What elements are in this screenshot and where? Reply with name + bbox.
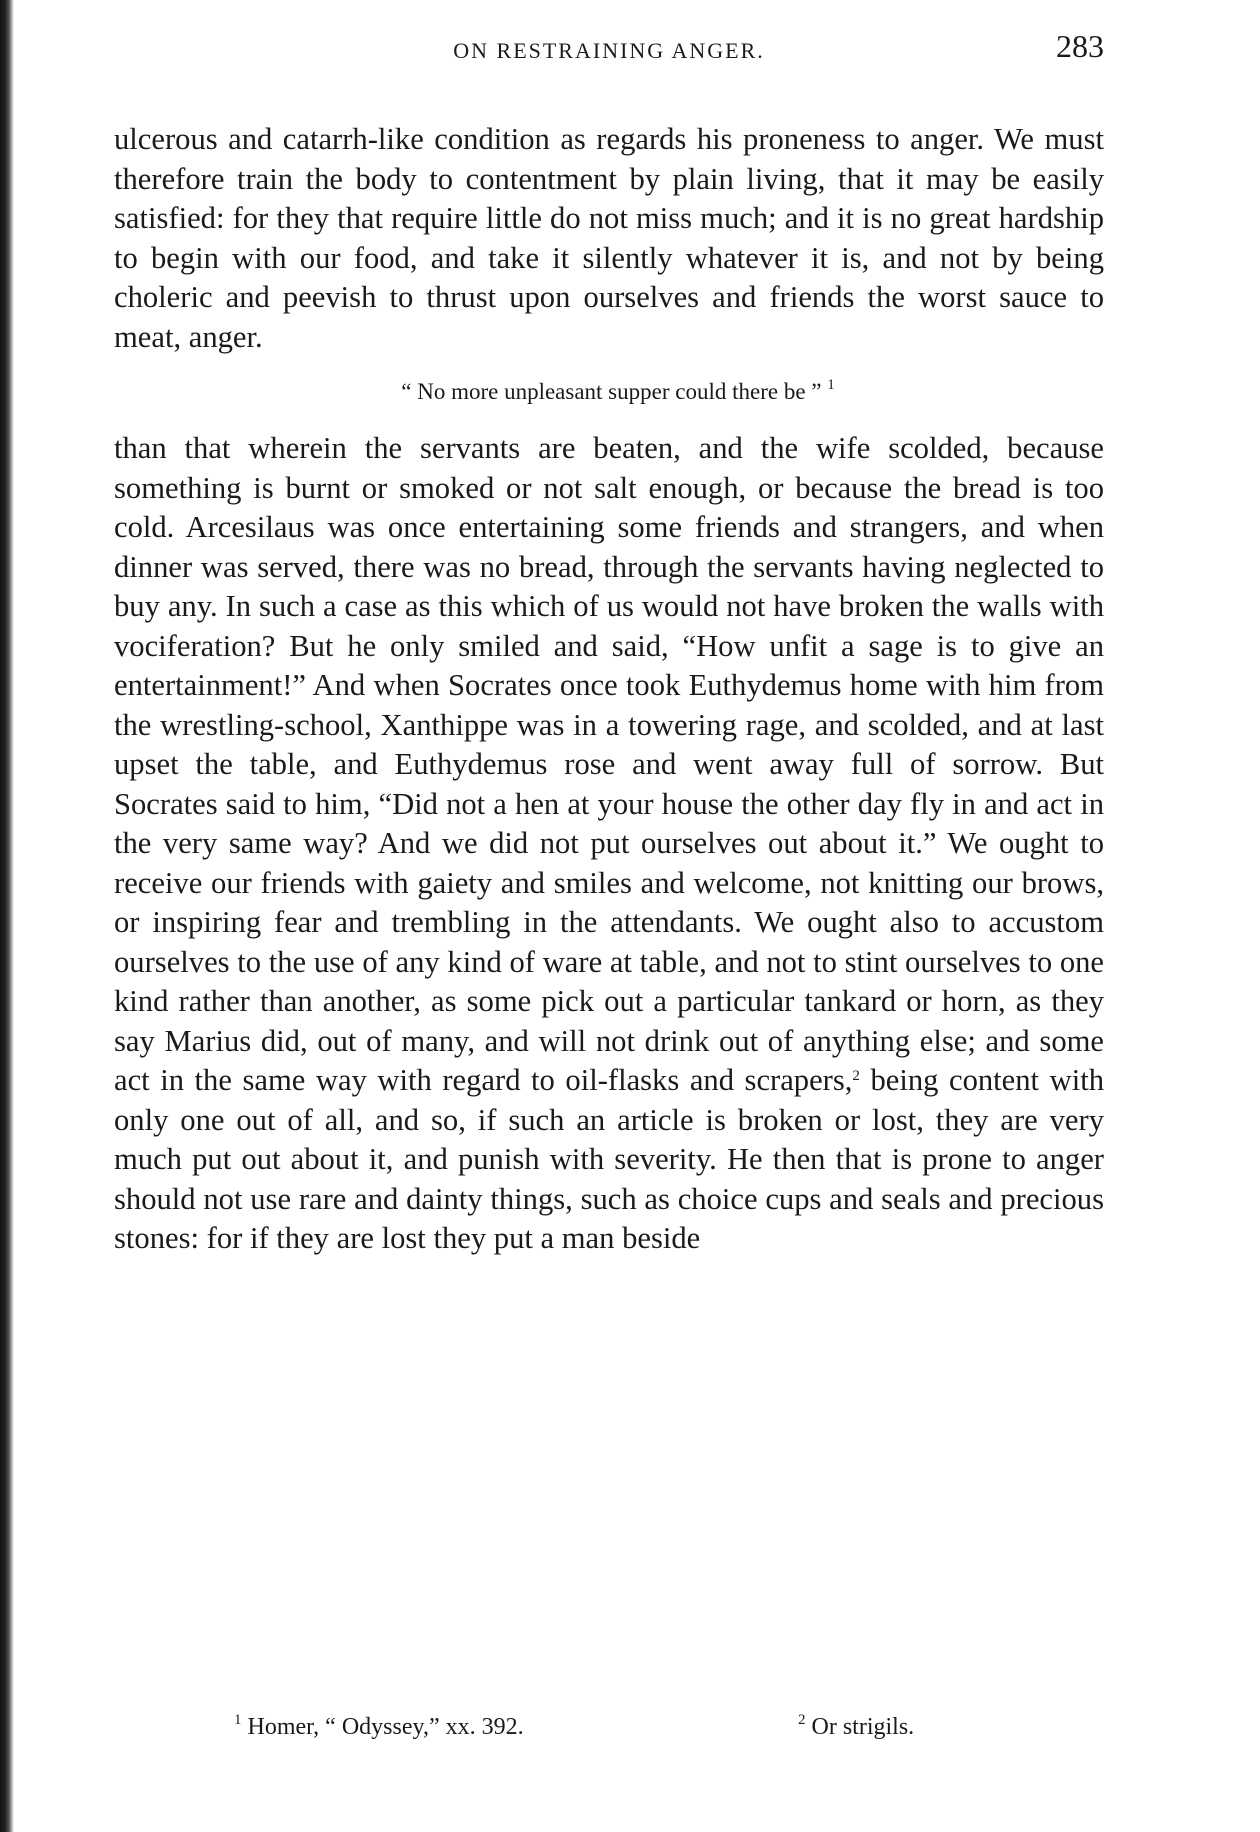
- footnote-ref-1: 1: [827, 377, 835, 393]
- verse-quote-text: “ No more unpleasant supper could there be ”: [401, 379, 822, 404]
- book-page: [114, 22, 1104, 1259]
- page-number: 283: [1056, 28, 1104, 64]
- paragraph-2-part-b: being content with only one out of all, and so, if such an article is broken or lost, they are very much put out about it, and punish with severity. He then that is prone to anger should not use rare and dainty things, such as choice cups and seals and precious stones: for if they are lost they put a man beside: [114, 1063, 1104, 1255]
- book-spine-shadow: [0, 0, 14, 1832]
- verse-quote: [132, 377, 1104, 407]
- footnote-1-text: Homer, “ Odyssey,” xx. 392.: [241, 1714, 524, 1740]
- footnote-2-text: Or strigils.: [805, 1714, 915, 1740]
- footnote-1: [234, 1714, 524, 1741]
- paragraph-1: ulcerous and catarrh-like condition as regards his proneness to anger. We must therefore train the body to contentment by plain living, that it may be easily satisfied: for they that require little do not miss much; and it is no great hardship to begin with our food, and take it silently whatever it is, and not by being choleric and peevish to thrust upon ourselves and friends the worst sauce to meat, anger.: [114, 122, 1104, 354]
- footnote-ref-2: 2: [852, 1068, 860, 1084]
- footnotes: [114, 1714, 1104, 1754]
- footnote-1-marker: 1: [234, 1712, 242, 1728]
- running-title: ON RESTRAINING ANGER.: [453, 38, 765, 63]
- footnote-2: [798, 1714, 914, 1741]
- paragraph-2-part-a: than that wherein the servants are beaten, and the wife scolded, because something is burnt or smoked or not salt enough, or because the bread is too cold. Arcesilaus was once entertaining some friends and strangers, and when dinner was served, there was no bread, through the servants having neglected to buy any. In such a case as this which of us would not have broken the walls with vociferation? But he only smiled and said, “How unfit a sage is to give an entertainment!” And when Socrates once took Euthydemus home with him from the wrestling-school, Xanthippe was in a towering rage, and scolded, and at last upset the table, and Euthydemus rose and went away full of sorrow. But Socrates said to him, “Did not a hen at your house the other day fly in and act in the very same way? And we did not put ourselves out about it.” We ought to receive our friends with gaiety and smiles and welcome, not knitting our brows, or inspiring fear and trembling in the attendants. We ought also to accustom ourselves to the use of any kind of ware at table, and not to stint ourselves to one kind rather than another, as some pick out a particular tankard or horn, as they say Marius did, out of many, and will not drink out of anything else; and some act in the same way with regard to oil-flasks and scrapers,: [114, 431, 1104, 1097]
- paragraph-2: [114, 429, 1104, 1259]
- running-head: [114, 22, 1104, 78]
- footnote-2-marker: 2: [798, 1712, 806, 1728]
